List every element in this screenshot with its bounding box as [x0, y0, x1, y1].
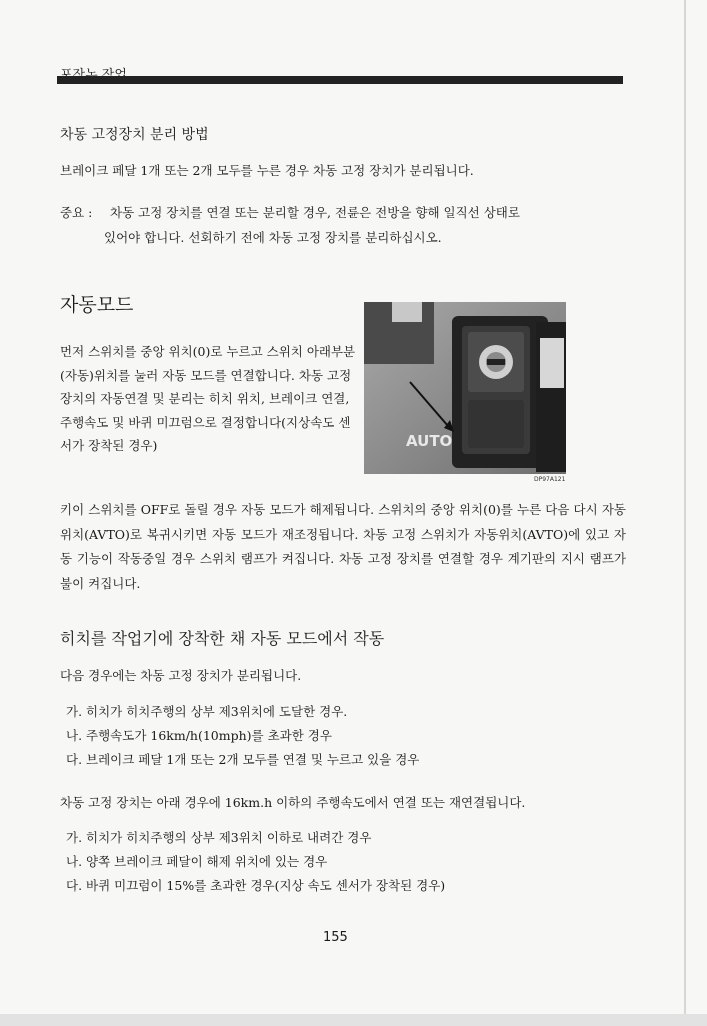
auto-label: AUTO — [406, 432, 453, 450]
list-item: 가. 히치가 히치주행의 상부 제3위치에 도달한 경우. — [66, 704, 348, 719]
engage-intro: 차동 고정 장치는 아래 경우에 16km.h 이하의 주행속도에서 연결 또는 재연결됩니다. — [60, 795, 526, 810]
engage-conditions-list — [66, 826, 445, 898]
release-conditions-list — [66, 700, 419, 772]
important-note-label: 중요 : — [60, 205, 93, 220]
page-edge-shadow — [684, 0, 686, 1026]
release-paragraph: 브레이크 페달 1개 또는 2개 모두를 누른 경우 차동 고정 장치가 분리됩니다. — [60, 163, 474, 178]
hitch-intro: 다음 경우에는 차동 고정 장치가 분리됩니다. — [60, 668, 302, 683]
list-item: 다. 바퀴 미끄럼이 15%를 초과한 경우(지상 속도 센서가 장착된 경우) — [66, 878, 446, 893]
list-item: 가. 히치가 히치주행의 상부 제3위치 이하로 내려간 경우 — [66, 830, 372, 845]
important-note-line1: 차동 고정 장치를 연결 또는 분리할 경우, 전륜은 전방을 향해 일직선 상태로 — [110, 205, 520, 220]
important-note-line2: 있어야 합니다. 선회하기 전에 차동 고정 장치를 분리하십시오. — [104, 230, 442, 245]
list-item: 다. 브레이크 페달 1개 또는 2개 모두를 연결 및 누르고 있을 경우 — [66, 752, 420, 767]
header-rule — [57, 76, 623, 84]
section-title-hitch: 히치를 작업기에 장착한 채 자동 모드에서 작동 — [60, 629, 385, 648]
auto-mode-paragraph: 먼저 스위치를 중앙 위치(0)로 누르고 스위치 아래부분 (자동)위치를 눌러 자동 모드를 연결합니다. 차동 고정 장치의 자동연결 및 분리는 히치 위치, 브레이크 연결, 주행속도 및 바퀴 미끄럼으로 결정합니다(지상속도 센서가 장착된 경우) — [60, 344, 356, 453]
switch-illustration — [364, 302, 566, 474]
page-bottom-shadow — [0, 1014, 707, 1026]
section-title-auto-mode: 자동모드 — [60, 294, 134, 316]
page-number: 155 — [323, 930, 348, 945]
key-switch-paragraph: 키이 스위치를 OFF로 돌릴 경우 자동 모드가 해제됩니다. 스위치의 중앙 위치(0)를 누른 다음 다시 자동위치(AVTO)로 복귀시키면 자동 모드가 재조정됩니다. 차동 고정 스위치가 자동위치(AVTO)에 있고 자동 기능이 작동중일 경우 스위치 램프가 켜집니다. 차동 고정 장치를 연결할 경우 계기판의 지시 램프가 불이 켜집니다. — [60, 502, 626, 591]
list-item: 나. 양쪽 브레이크 페달이 해제 위치에 있는 경우 — [66, 854, 328, 869]
photo-caption: DP97A121 — [534, 476, 566, 483]
section-title-release: 차동 고정장치 분리 방법 — [60, 127, 209, 143]
switch-photo — [364, 302, 566, 474]
list-item: 나. 주행속도가 16km/h(10mph)를 초과한 경우 — [66, 728, 332, 743]
